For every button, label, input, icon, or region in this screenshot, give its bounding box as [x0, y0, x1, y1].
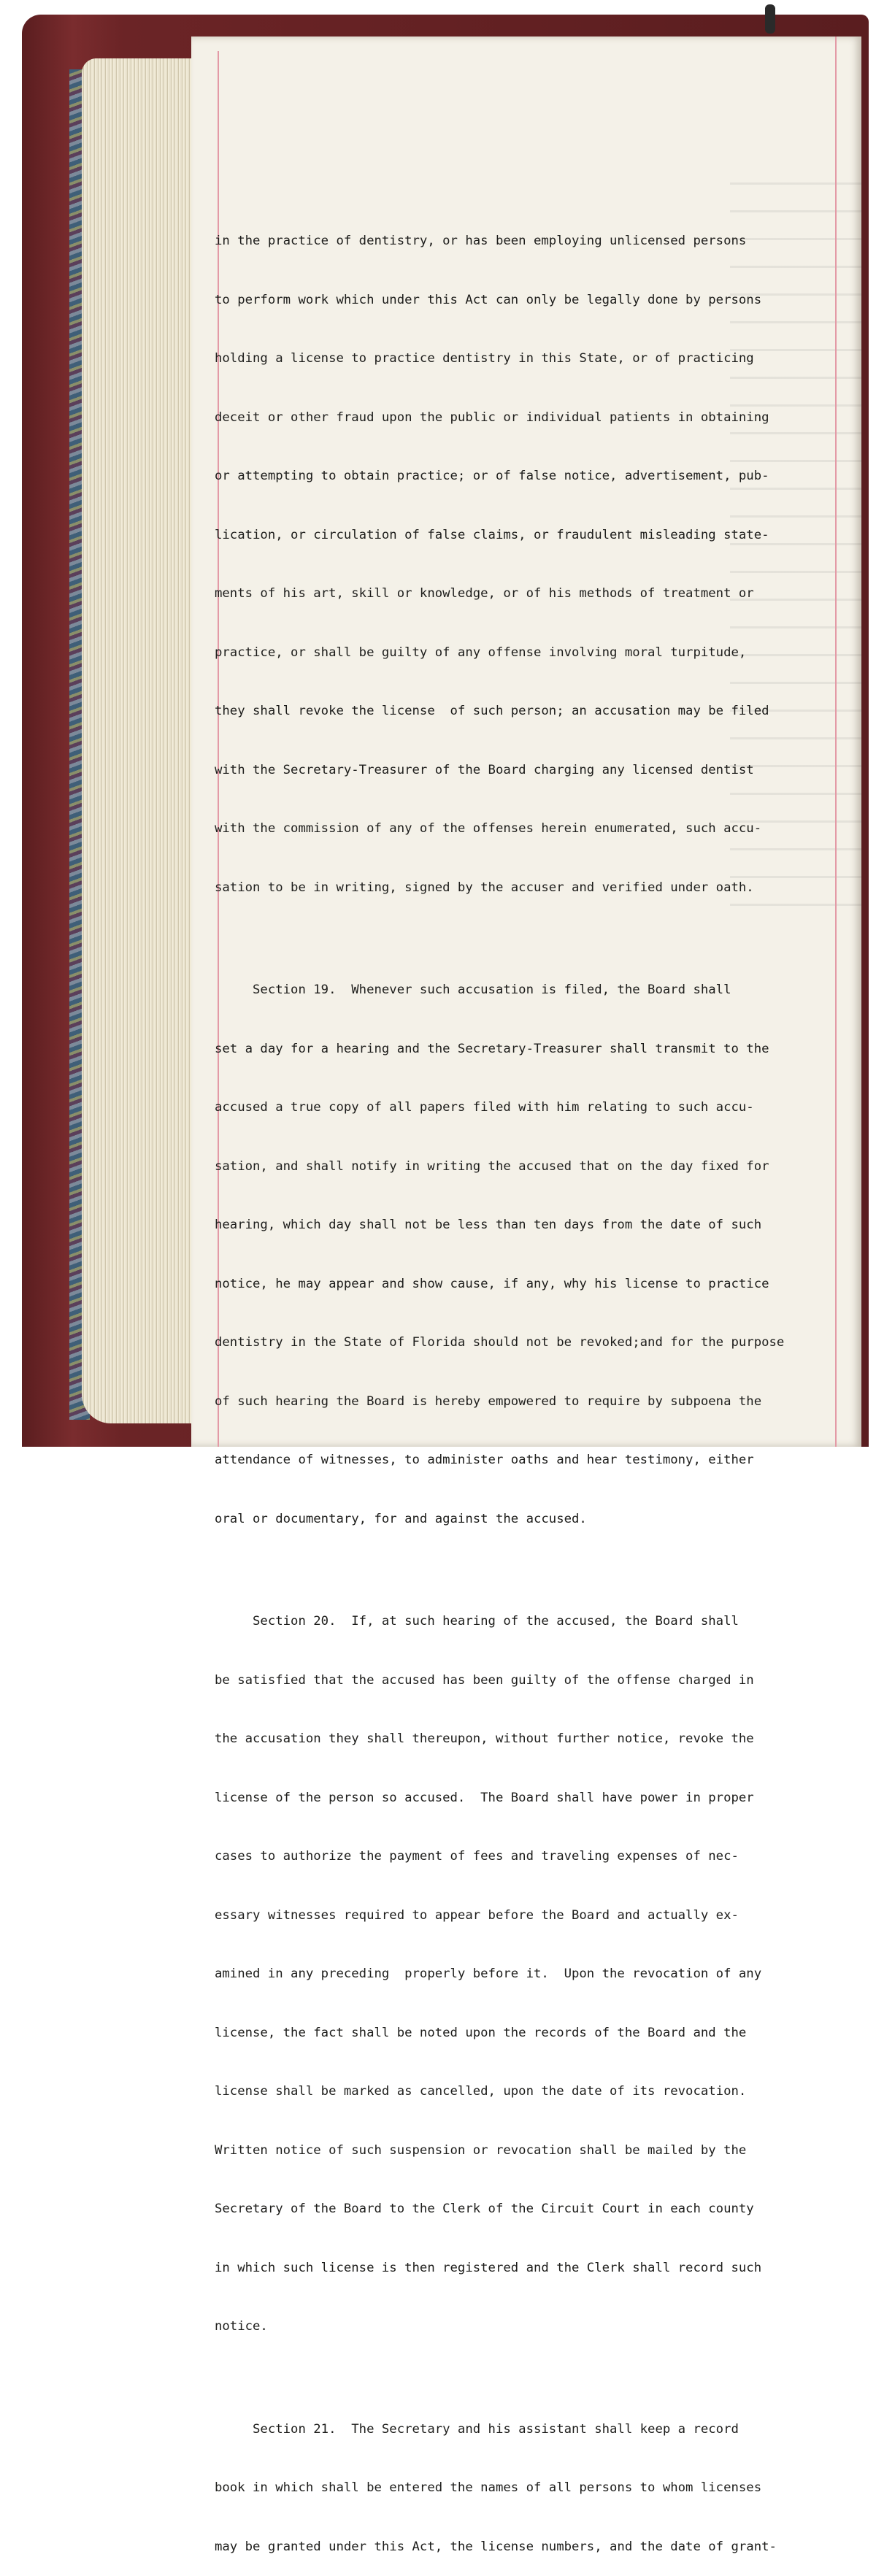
text-line: the accusation they shall thereupon, without further notice, revoke the: [215, 1731, 754, 1746]
text-line: be satisfied that the accused has been guilty of the offense charged in: [215, 1672, 754, 1688]
text-line: accused a true copy of all papers filed with him relating to such accu-: [215, 1100, 754, 1115]
text-line: may be granted under this Act, the license numbers, and the date of grant-: [215, 2539, 777, 2554]
text-line: oral or documentary, for and against the accused.: [215, 1511, 587, 1526]
text-line: license of the person so accused. The Board shall have power in proper: [215, 1790, 754, 1805]
text-line: hearing, which day shall not be less than ten days from the date of such: [215, 1218, 762, 1232]
text-line: set a day for a hearing and the Secretary-Treasurer shall transmit to the: [215, 1041, 769, 1056]
cover-strap: [765, 4, 775, 34]
section-heading-line: Section 19. Whenever such accusation is filed, the Board shall: [215, 983, 731, 997]
text-line: lication, or circulation of false claims, or fraudulent misleading state-: [215, 527, 769, 542]
text-line: they shall revoke the license of such person; an accusation may be filed: [215, 704, 769, 718]
section-heading-line: Section 21. The Secretary and his assistant shall keep a record: [215, 2421, 739, 2437]
text-line: Written notice of such suspension or revocation shall be mailed by the: [215, 2142, 747, 2158]
text-line: with the Secretary-Treasurer of the Board charging any licensed dentist: [215, 762, 754, 777]
text-line: in which such license is then registered and the Clerk shall record such: [215, 2260, 762, 2275]
paragraph-gap: [215, 2371, 840, 2385]
text-line: essary witnesses required to appear before the Board and actually ex-: [215, 1907, 739, 1923]
text-line: deceit or other fraud upon the public or individual patients in obtaining: [215, 410, 769, 425]
text-line: notice.: [215, 2319, 268, 2334]
text-line: Secretary of the Board to the Clerk of the Circuit Court in each county: [215, 2202, 754, 2216]
text-line: notice, he may appear and show cause, if any, why his license to practice: [215, 1276, 769, 1291]
text-line: attendance of witnesses, to administer oaths and hear testimony, either: [215, 1453, 754, 1467]
page-edges: [82, 58, 199, 1423]
text-line: cases to authorize the payment of fees and traveling expenses of nec-: [215, 1849, 739, 1864]
section-heading-line: Section 20. If, at such hearing of the accused, the Board shall: [215, 1614, 739, 1629]
text-line: book in which shall be entered the names of all persons to whom licenses: [215, 2480, 762, 2495]
text-line: in the practice of dentistry, or has been employing unlicensed persons: [215, 234, 747, 248]
text-line: ments of his art, skill or knowledge, or of his methods of treatment or: [215, 586, 754, 601]
text-line: or attempting to obtain practice; or of false notice, advertisement, pub-: [215, 469, 769, 483]
text-line: to perform work which under this Act can only be legally done by persons: [215, 292, 762, 307]
typed-text: [215, 197, 840, 2576]
text-line: license shall be marked as cancelled, upon the date of its revocation.: [215, 2084, 747, 2099]
text-line: sation, and shall notify in writing the accused that on the day fixed for: [215, 1158, 769, 1174]
text-line: of such hearing the Board is hereby empowered to require by subpoena the: [215, 1393, 762, 1409]
text-line: dentistry in the State of Florida should not be revoked;and for the purpose: [215, 1335, 785, 1350]
paragraph-gap: [215, 1563, 840, 1577]
text-line: license, the fact shall be noted upon the records of the Board and the: [215, 2025, 747, 2040]
text-line: practice, or shall be guilty of any offense involving moral turpitude,: [215, 645, 747, 660]
paragraph-gap: [215, 931, 840, 946]
text-line: with the commission of any of the offenses herein enumerated, such accu-: [215, 821, 762, 836]
text-line: sation to be in writing, signed by the accuser and verified under oath.: [215, 880, 754, 895]
text-line: amined in any preceding properly before it. Upon the revocation of any: [215, 1966, 762, 1981]
text-line: holding a license to practice dentistry in this State, or of practicing: [215, 351, 754, 366]
